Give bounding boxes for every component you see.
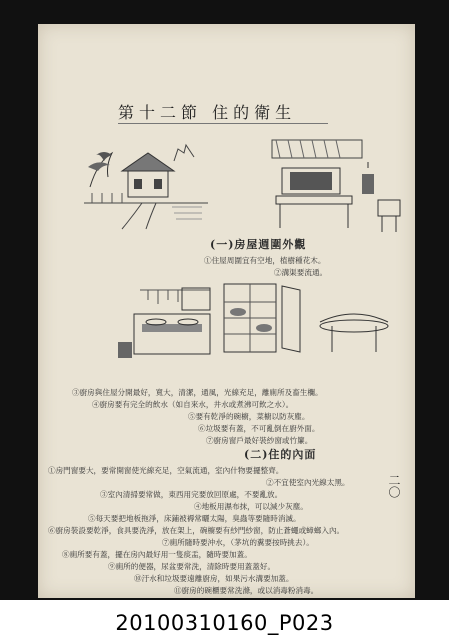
section-1-heading: (一)房屋週圍外觀 bbox=[210, 238, 307, 251]
section-2-item-9: ⑨廁所的便器，尿盆要常洗，清除時要用蓋蓋好。 bbox=[108, 562, 276, 571]
section-1b-item-3: ③廚房與住屋分開最好，寬大，清潔，通風，光線充足，離廁所及畜生欄。 bbox=[72, 388, 323, 397]
book-page bbox=[38, 24, 415, 598]
section-1-item-2: ②溝渠要流通。 bbox=[274, 268, 328, 277]
section-2-heading: (二)住的內面 bbox=[244, 448, 317, 461]
section-1-item-1: ①住屋周圍宜有空地，植樹種花木。 bbox=[204, 256, 326, 265]
section-2-item-1: ①房門窗要大，要常開窗使光線充足，空氣流通，室內什物要擺整齊。 bbox=[48, 466, 284, 475]
scan-caption: 20100310160_P023 bbox=[115, 611, 334, 635]
section-2-item-8: ⑧廁所要有蓋，擺在房內最好用一隻痰盂，隨時要加蓋。 bbox=[62, 550, 252, 559]
section-2-item-6: ⑥廚房裝設要乾淨，食具要洗淨，放在架上，碗櫥要有紗門紗窗，防止蒼蠅或蟑螂入內。 bbox=[48, 526, 345, 535]
house-illustration bbox=[82, 131, 212, 231]
section-2-item-4: ④地板用濕布抹，可以減少灰塵。 bbox=[194, 502, 308, 511]
title-underline bbox=[118, 123, 328, 124]
page-number: 二〇 bbox=[387, 474, 401, 498]
section-2-item-7: ⑦廁所隨時要沖水，（茅坑的糞要按時挑去）。 bbox=[162, 538, 314, 547]
page-title: 第十二節 住的衛生 bbox=[118, 103, 297, 122]
section-2-item-11: ⑪廚房的碗櫃要常洗滌，或以消毒粉消毒。 bbox=[174, 586, 319, 595]
kitchen-illustration bbox=[98, 282, 398, 382]
section-1b-item-6: ⑥垃圾要有蓋，不可亂倒在廚外面。 bbox=[198, 424, 320, 433]
section-1b-item-5: ⑤要有乾淨的碗櫥，菜櫥以防灰塵。 bbox=[188, 412, 310, 421]
section-2-item-10: ⑩汙水和垃圾要遠離廚房，如果污水溝要加蓋。 bbox=[134, 574, 294, 583]
section-2-item-3: ③室內清掃要常做，東西用完要放回原處，不要亂放。 bbox=[100, 490, 283, 499]
section-2-item-5: ⑤每天要把地板拖淨，床鋪被褥常曬太陽，臭蟲等要隨時消滅。 bbox=[88, 514, 301, 523]
interior-illustration bbox=[266, 134, 406, 240]
section-1b-item-7: ⑦廚房窗戶最好裝紗窗或竹簾。 bbox=[206, 436, 313, 445]
section-2-item-2: ②不宜使室內光線太黑。 bbox=[266, 478, 350, 487]
section-1b-item-4: ④廚房要有完全的飲水（如自來水，井水或煮沸可飲之水）。 bbox=[92, 400, 294, 409]
